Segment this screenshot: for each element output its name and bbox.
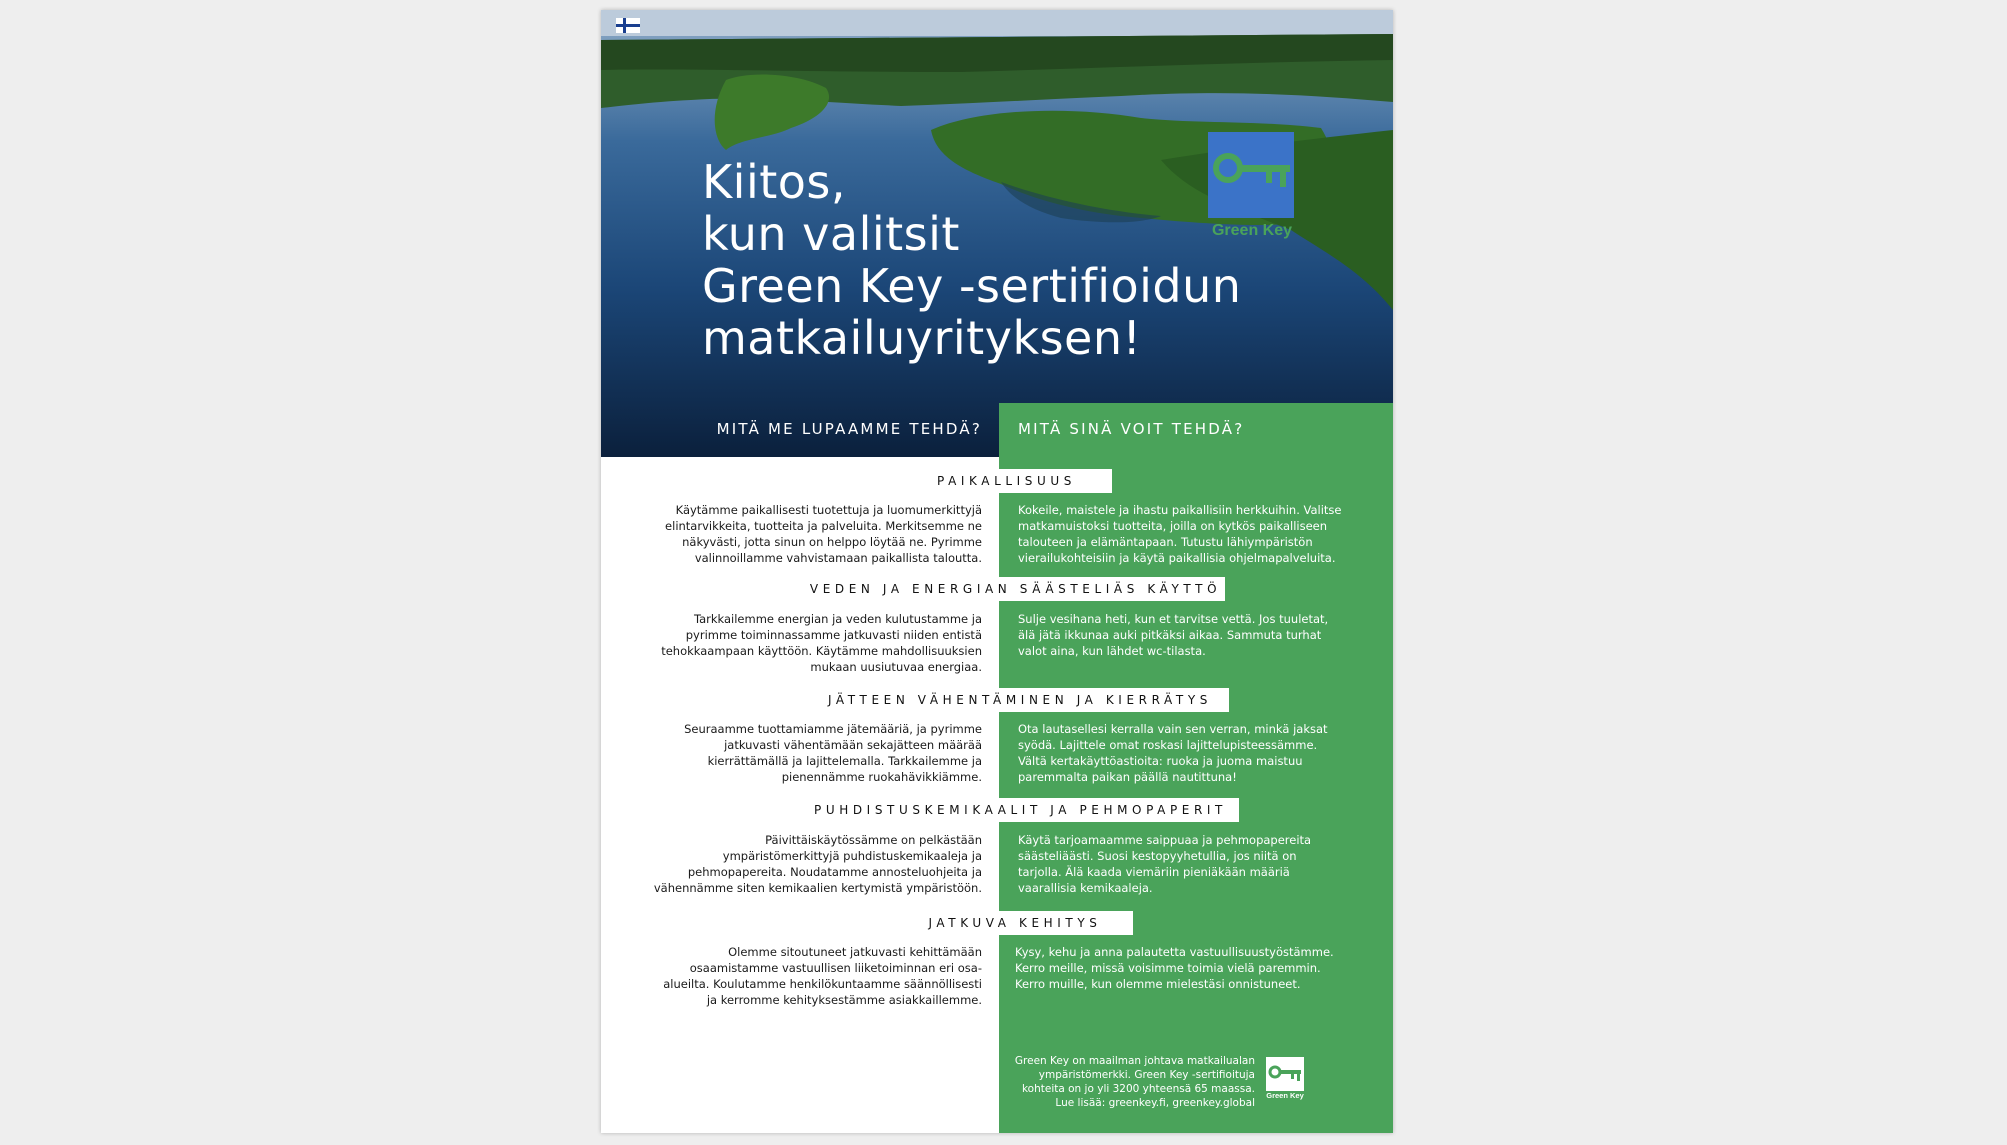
text-line: mukaan uusiutuvaa energiaa. [810,660,982,674]
section-development-tip [1015,944,1334,992]
text-line: Kokeile, maistele ja ihastu paikallisiin herkkuihin. Valitse [1018,503,1342,517]
hero-lake-photo [601,10,1393,457]
text-line: Sulje vesihana heti, kun et tarvitse vettä. Jos tuuletat, [1018,612,1329,626]
footer-info [1015,1054,1255,1110]
footer-line: ympäristömerkki. Green Key -sertifioituja [1038,1069,1255,1081]
section-water-energy-tip [1018,611,1328,659]
text-line: pyrimme toiminnassamme jatkuvasti niiden entistä [685,628,982,642]
text-line: vähennämme siten kemikaalien kertymistä ympäristöön. [653,881,982,895]
green-key-logo-icon [1208,132,1294,218]
green-key-logo-icon [1266,1057,1304,1091]
text-line: alueilta. Koulutamme henkilökuntaamme säännöllisesti [663,977,982,991]
text-line: näkyvästi, jotta sinun on helppo löytää ne. Pyrimme [682,535,982,549]
text-line: Vältä kertakäyttöastioita: ruoka ja juoma maistuu [1018,754,1303,768]
text-line: Päivittäiskäytössämme on pelkästään [765,833,982,847]
text-line: ympäristömerkittyjä puhdistuskemikaaleja ja [722,849,982,863]
section-water-energy-promise [661,611,982,675]
text-line: matkamuistoksi tuotteita, joilla on kytkös paikalliseen [1018,519,1328,533]
section-title-development: JATKUVA KEHITYS [897,911,1133,935]
footer-line: kohteita on jo yli 3200 yhteensä 65 maassa. [1021,1083,1255,1095]
text-line: valot aina, kun lähdet wc-tilasta. [1018,644,1206,658]
poster-page [601,10,1393,1133]
text-line: säästeliäästi. Suosi kestopyyhetullia, jos niitä on [1018,849,1297,863]
section-locality-promise [665,502,982,566]
headline-line-1: Kiitos, [702,155,846,209]
text-line: osaamistamme vastuullisen liiketoiminnan eri osa- [689,961,982,975]
section-waste-promise [684,721,982,785]
section-title-water-energy: VEDEN JA ENERGIAN SÄÄSTELIÄS KÄYTTÖ [806,577,1225,601]
section-waste-tip [1018,721,1328,785]
text-line: Kysy, kehu ja anna palautetta vastuullisuustyöstämme. [1015,945,1334,959]
text-line: älä jätä ikkunaa auki pitkäksi aikaa. Sammuta turhat [1018,628,1322,642]
text-line: syödä. Lajittele omat roskasi lajittelupisteessämme. [1018,738,1318,752]
headline-line-4: matkailuyrityksen! [702,311,1142,365]
text-line: valinnoillamme vahvistamaan paikallista taloutta. [694,551,982,565]
text-line: kierrättämällä ja lajittelemalla. Tarkkailemme ja [707,754,982,768]
headline-line-3: Green Key -sertifioidun [702,259,1242,313]
text-line: tarjolla. Älä kaada viemäriin pieniäkään määriä [1018,865,1290,879]
text-line: Tarkkailemme energian ja veden kulutustamme ja [693,612,982,626]
text-line: pienennämme ruokahävikkiämme. [781,770,982,784]
text-line: Kerro meille, missä voisimme toimia vielä paremmin. [1015,961,1321,975]
footer-logo-text: Green Key [1266,1091,1304,1100]
section-locality-tip [1018,502,1342,566]
text-line: Ota lautasellesi kerralla vain sen verran, minkä jaksat [1018,722,1328,736]
text-line: elintarvikkeita, tuotteita ja palveluita. Merkitsemme ne [665,519,982,533]
text-line: jatkuvasti vähentämään sekajätteen määrää [724,738,982,752]
text-line: talouteen ja elämäntapaan. Tutustu lähiympäristön [1018,535,1313,549]
text-line: vierailukohteisiin ja käytä paikallisia ohjelmapalveluita. [1018,551,1336,565]
footer-green-key-logo [1266,1057,1304,1103]
left-column-title: MITÄ ME LUPAAMME TEHDÄ? [716,420,982,438]
green-key-logo [1206,132,1298,252]
footer-line: Green Key on maailman johtava matkailualan [1014,1055,1255,1067]
text-line: vaarallisia kemikaaleja. [1018,881,1153,895]
footer-line: Lue lisää: greenkey.fi, greenkey.global [1055,1097,1255,1109]
text-line: Seuraamme tuottamiamme jätemääriä, ja pyrimme [684,722,982,736]
headline-line-2: kun valitsit [702,207,960,261]
finland-flag-icon[interactable] [616,18,640,33]
text-line: paremmalta paikan päällä nautittuna! [1018,770,1237,784]
section-title-locality: PAIKALLISUUS [901,469,1112,493]
section-chemicals-promise [654,832,982,896]
text-line: ja kerromme kehityksestämme asiakkaillemme. [706,993,982,1007]
right-column-title: MITÄ SINÄ VOIT TEHDÄ? [1018,420,1245,438]
section-development-promise [663,944,982,1008]
section-chemicals-tip [1018,832,1311,896]
text-line: tehokkaampaan käyttöön. Käytämme mahdollisuuksien [661,644,982,658]
text-line: Käytä tarjoamaamme saippuaa ja pehmopapereita [1018,833,1312,847]
section-title-chemicals: PUHDISTUSKEMIKAALIT JA PEHMOPAPERIT [802,798,1239,822]
text-line: Olemme sitoutuneet jatkuvasti kehittämään [728,945,982,959]
text-line: pehmopapereita. Noudatamme annosteluohjeita ja [687,865,982,879]
text-line: Käytämme paikallisesti tuotettuja ja luomumerkittyjä [675,503,982,517]
green-key-logo-text: Green Key [1211,222,1293,239]
text-line: Kerro muille, kun olemme mielestäsi onnistuneet. [1015,977,1301,991]
section-title-waste: JÄTTEEN VÄHENTÄMINEN JA KIERRÄTYS [811,688,1229,712]
headline [702,156,1241,364]
